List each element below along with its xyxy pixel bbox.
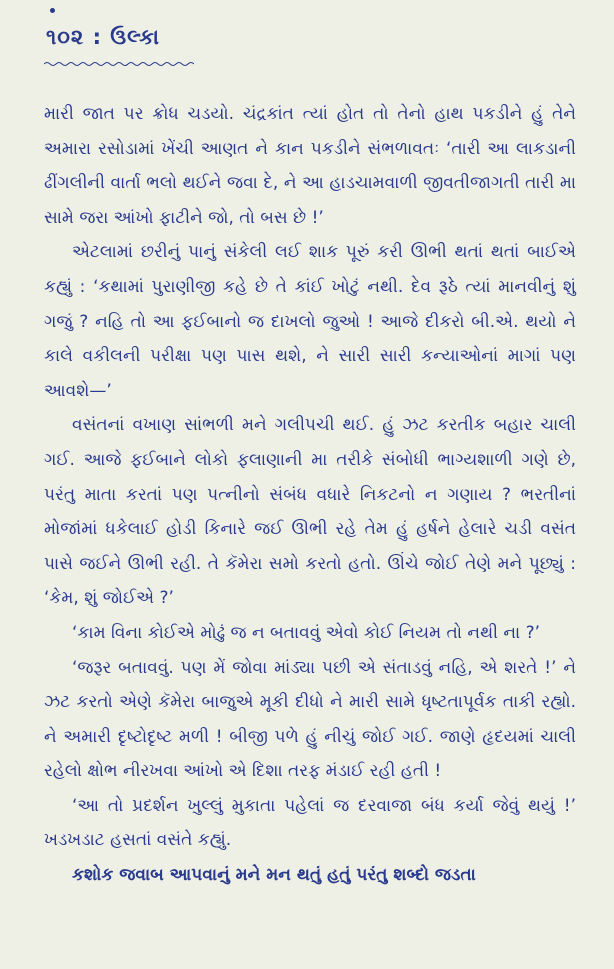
- ink-dot: [50, 8, 55, 13]
- header-wavy-rule: [44, 61, 194, 67]
- paragraph-4: ‘કામ વિના કોઈએ મોઢું જ ન બતાવવું એવો કોઈ નિયમ તો નથી ના ?’: [72, 622, 541, 643]
- running-header: ૧૦૨ : ઉલ્કા: [46, 25, 161, 49]
- paragraph-1: મારી જાત પર ક્રોધ ચડયો. ચંદ્રકાંત ત્યાં હોત તો તેનો હાથ પકડીને હું તેને અમારા રસોડામાં ખેંચી આણત ને કાન પકડીને સંભળાવતઃ ‘તારી આ લાકડાની ઢીંગલીની વાર્તા ભલો થઈને જવા દે, ને આ હાડચામવાળી જીવતીજાગતી તારી મા સામે જરા આંખો ફાટીને જો, તો બસ છે !’: [44, 104, 576, 228]
- page-body: [44, 97, 576, 893]
- paragraph-7: કશોક જવાબ આપવાનું મને મન થતું હતું પરંતુ શબ્દો જડતા: [72, 865, 476, 886]
- paragraph-5: ‘જરૂર બતાવવું. પણ મેં જોવા માંડ્યા પછી એ સંતાડવું નહિ, એ શરતે !’ ને ઝટ કરતો એણે કૅમેરા બાજુએ મૂકી દીધો ને મારી સામે ધૃષ્ટતાપૂર્વક તાકી રહ્યો. ને અમારી દૃષ્ટોદૃષ્ટ મળી ! બીજી પળે હું નીચું જોઈ ગઈ. જાણે હૃદયમાં ચાલી રહેલો ક્ષોભ નીરખવા આંખો એ દિશા તરફ મંડાઈ રહી હતી !: [44, 657, 576, 782]
- paragraph-3: વસંતનાં વખાણ સાંભળી મને ગલીપચી થઈ. હું ઝટ કરતીક બહાર ચાલી ગઈ. આજે ફઈબાને લોકો ફલાણાની મા તરીકે સંબોધી ભાગ્યશાળી ગણે છે, પરંતુ માતા કરતાં પણ પત્નીનો સંબંધ વધારે નિકટનો ન ગણાય ? ભરતીનાં મોજાંમાં ધકેલાઈ હોડી કિનારે જઈ ઊભી રહે તેમ હું હર્ષને હેલારે ચડી વસંત પાસે જઈને ઊભી રહી. તે કૅમેરા સમો કરતો હતો. ઊંચે જોઈ તેણે મને પૂછ્યું : ‘કેમ, શું જોઈએ ?’: [44, 415, 576, 609]
- paragraph-6: ‘આ તો પ્રદર્શન ખુલ્લું મુકાતા પહેલાં જ દરવાજા બંધ કર્યા જેવું થયું !’ ખડખડાટ હસતાં વસંતે કહ્યું.: [44, 795, 576, 851]
- paragraph-2: એટલામાં છરીનું પાનું સંકેલી લઈ શાક પૂરું કરી ઊભી થતાં થતાં બાઈએ કહ્યું : ‘કથામાં પુરાણીજી કહે છે તે કાંઈ ખોટું નથી. દેવ રૂઠે ત્યાં માનવીનું શું ગજું ? નહિ તો આ ફઈબાનો જ દાખલો જુઓ ! આજે દીકરો બી.એ. થયો ને કાલે વકીલની પરીક્ષા પણ પાસ થશે, ને સારી સારી કન્યાઓનાં માગાં પણ આવશે—’: [44, 242, 576, 401]
